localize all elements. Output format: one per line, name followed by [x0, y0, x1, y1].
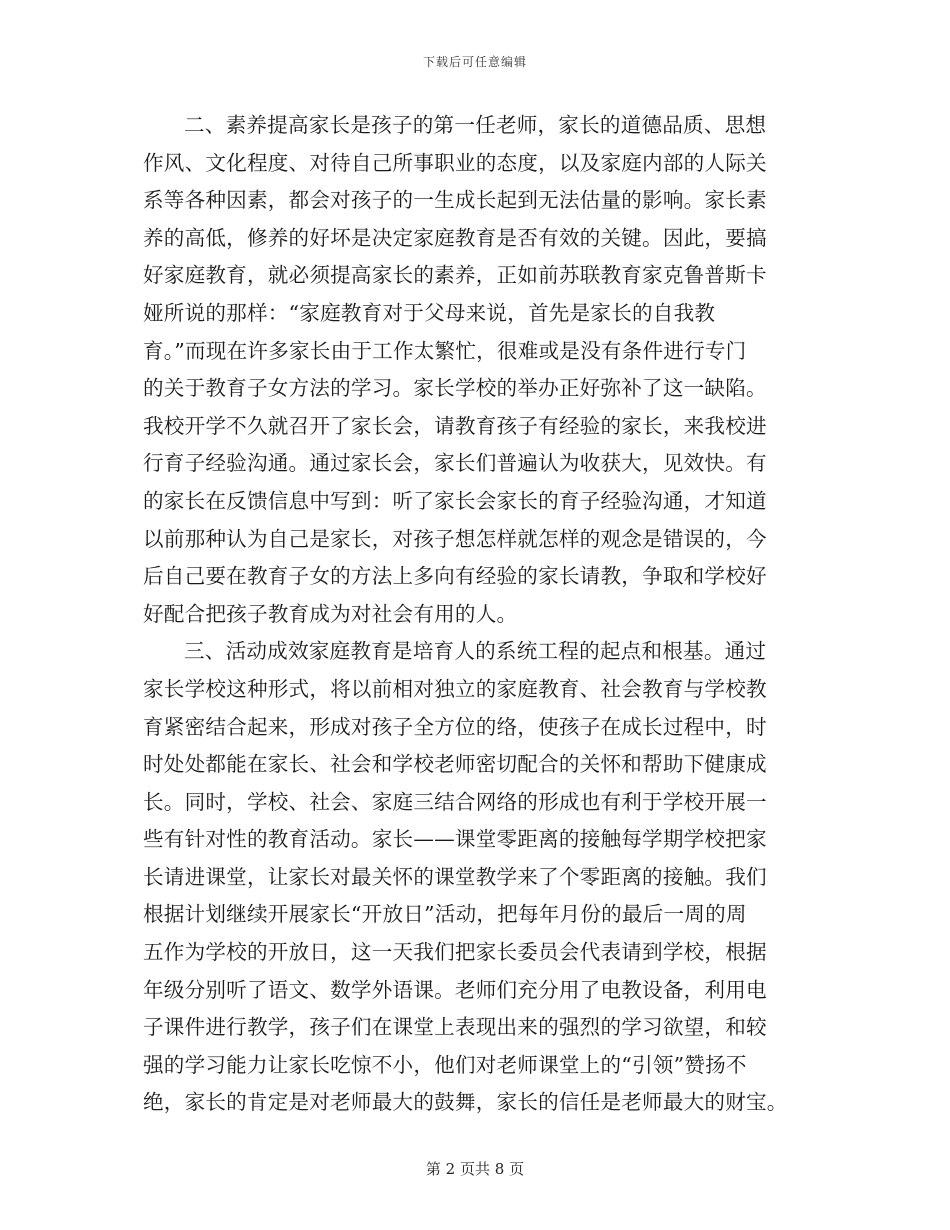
- paragraph-line: 长。同时，学校、社会、家庭三结合网络的形成也有利于学校开展一: [143, 789, 767, 814]
- paragraph-line: 二、素养提高家长是孩子的第一任老师，家长的道德品质、思想: [184, 113, 767, 137]
- paragraph-line: 育。”而现在许多家长由于工作太繁忙，很难或是没有条件进行专门: [143, 338, 747, 363]
- page-number: 第 2 页共 8 页: [425, 1160, 525, 1178]
- paragraph-line: 育紧密结合起来，形成对孩子全方位的络，使孩子在成长过程中，时: [143, 714, 767, 739]
- paragraph-line: 三、活动成效家庭教育是培育人的系统工程的起点和根基。通过: [184, 639, 767, 664]
- paragraph-line: 娅所说的那样：“家庭教育对于父母来说，首先是家长的自我教: [143, 300, 716, 325]
- paragraph-line: 以前那种认为自己是家长，对孩子想怎样就怎样的观念是错误的，今: [143, 526, 767, 551]
- paragraph-line: 强的学习能力让家长吃惊不小，他们对老师课堂上的“引领”赞扬不: [143, 1052, 747, 1077]
- paragraph-line: 系等各种因素，都会对孩子的一生成长起到无法估量的影响。家长素: [143, 188, 767, 213]
- paragraph-line: 好配合把孩子教育成为对社会有用的人。: [143, 601, 518, 626]
- paragraph-line: 根据计划继续开展家长“开放日”活动，把每年月份的最后一周的周: [143, 902, 747, 927]
- paragraph-line: 时处处都能在家长、社会和学校老师密切配合的关怀和帮助下健康成: [143, 752, 767, 777]
- paragraph-line: 长请进课堂，让家长对最关怀的课堂教学来了个零距离的接触。我们: [143, 864, 767, 889]
- paragraph-line: 年级分别听了语文、数学外语课。老师们充分用了电教设备，利用电: [143, 977, 767, 1002]
- paragraph-line: 作风、文化程度、对待自己所事职业的态度，以及家庭内部的人际关: [143, 150, 767, 175]
- paragraph-line: 子课件进行教学，孩子们在课堂上表现出来的强烈的学习欲望，和较: [143, 1015, 767, 1040]
- paragraph-line: 行育子经验沟通。通过家长会，家长们普遍认为收获大，见效快。有: [143, 451, 767, 476]
- paragraph-line: 我校开学不久就召开了家长会，请教育孩子有经验的家长，来我校进: [143, 413, 767, 438]
- document-body: [143, 107, 813, 1122]
- paragraph-line: 的家长在反馈信息中写到：听了家长会家长的育子经验沟通，才知道: [143, 488, 767, 513]
- paragraph-line: 些有针对性的教育活动。家长——课堂零距离的接触每学期学校把家: [143, 827, 767, 852]
- paragraph-line: 家长学校这种形式，将以前相对独立的家庭教育、社会教育与学校教: [143, 676, 767, 701]
- page-header: 下载后可任意编辑: [422, 55, 527, 69]
- paragraph-line: 养的高低，修养的好坏是决定家庭教育是否有效的关键。因此，要搞: [143, 225, 767, 250]
- paragraph-line: 绝，家长的肯定是对老师最大的鼓舞，家长的信任是老师最大的财宝。: [143, 1090, 788, 1115]
- paragraph-line: 的关于教育子女方法的学习。家长学校的举办正好弥补了这一缺陷。: [143, 376, 767, 401]
- paragraph-line: 后自己要在教育子女的方法上多向有经验的家长请教，争取和学校好: [143, 564, 767, 589]
- paragraph-line: 好家庭教育，就必须提高家长的素养，正如前苏联教育家克鲁普斯卡: [143, 263, 767, 288]
- paragraph-line: 五作为学校的开放日，这一天我们把家长委员会代表请到学校，根据: [143, 940, 767, 965]
